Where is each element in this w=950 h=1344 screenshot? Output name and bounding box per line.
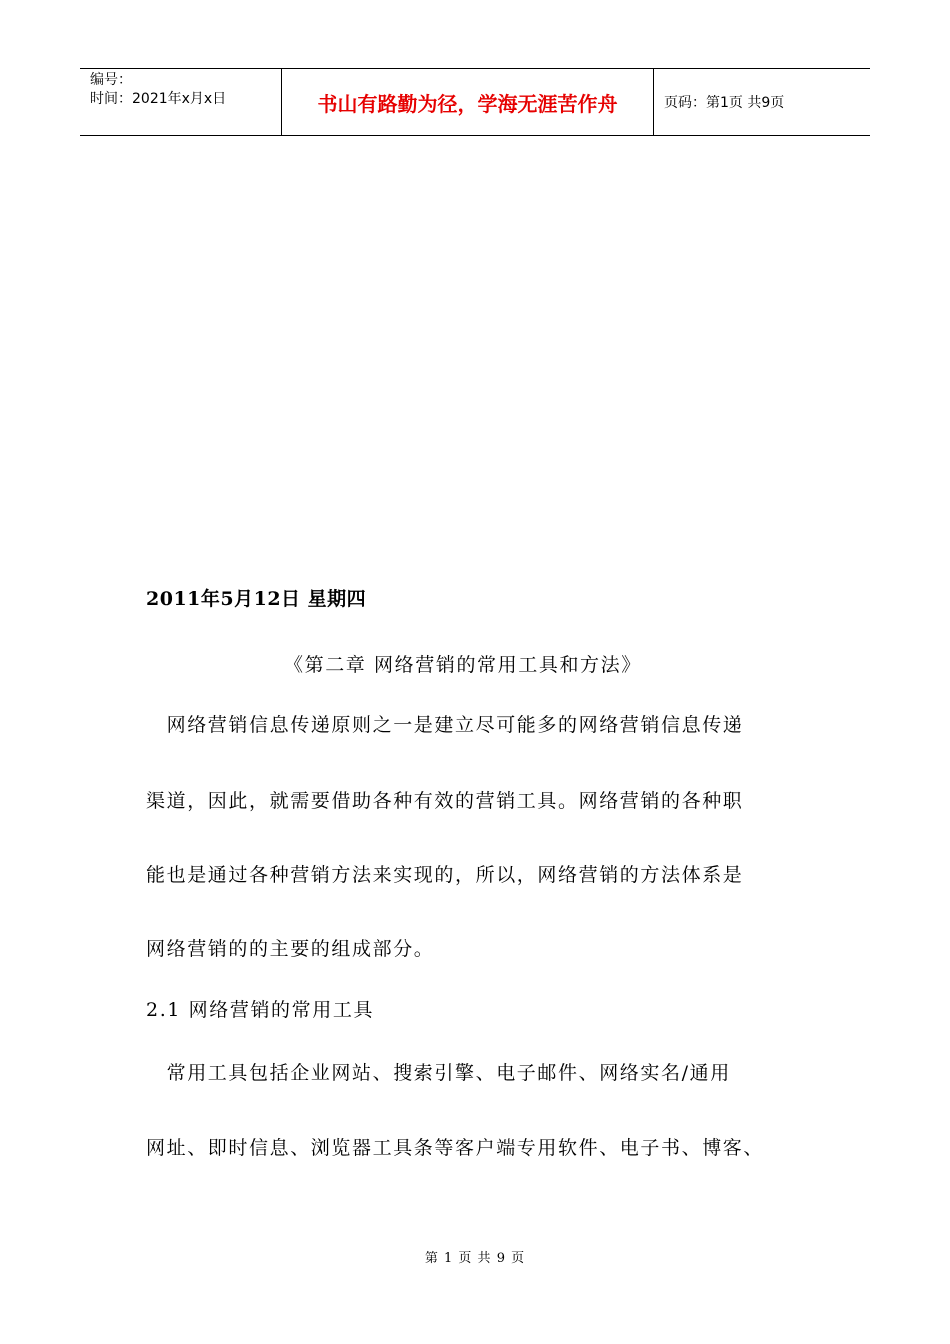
date-line: 2011年5月12日 星期四 <box>146 588 367 610</box>
header-meta-cell <box>80 69 281 135</box>
motto-text: 书山有路勤为径，学海无涯苦作舟 <box>317 91 618 116</box>
paragraph-line: 网络营销信息传递原则之一是建立尽可能多的网络营销信息传递 <box>146 714 744 736</box>
paragraph-line: 网址、即时信息、浏览器工具条等客户端专用软件、电子书、博客、 <box>146 1137 765 1159</box>
serial-number-label: 编号： <box>90 72 132 88</box>
header-page-cell <box>654 69 870 135</box>
page-info-text: 页码：第1页 共9页 <box>664 95 785 111</box>
chapter-title: 《第二章 网络营销的常用工具和方法》 <box>284 654 642 676</box>
paragraph-line: 渠道，因此，就需要借助各种有效的营销工具。网络营销的各种职 <box>146 790 744 812</box>
header-motto-cell <box>281 69 654 135</box>
paragraph-line: 常用工具包括企业网站、搜索引擎、电子邮件、网络实名/通用 <box>146 1062 731 1084</box>
paragraph-line: 能也是通过各种营销方法来实现的，所以，网络营销的方法体系是 <box>146 864 744 886</box>
paragraph-line: 网络营销的的主要的组成部分。 <box>146 938 435 960</box>
time-label: 时间：2021年x月x日 <box>90 91 227 107</box>
page-footer: 第 1 页 共 9 页 <box>424 1251 526 1266</box>
section-heading: 2.1 网络营销的常用工具 <box>146 999 375 1021</box>
document-header <box>80 68 870 136</box>
